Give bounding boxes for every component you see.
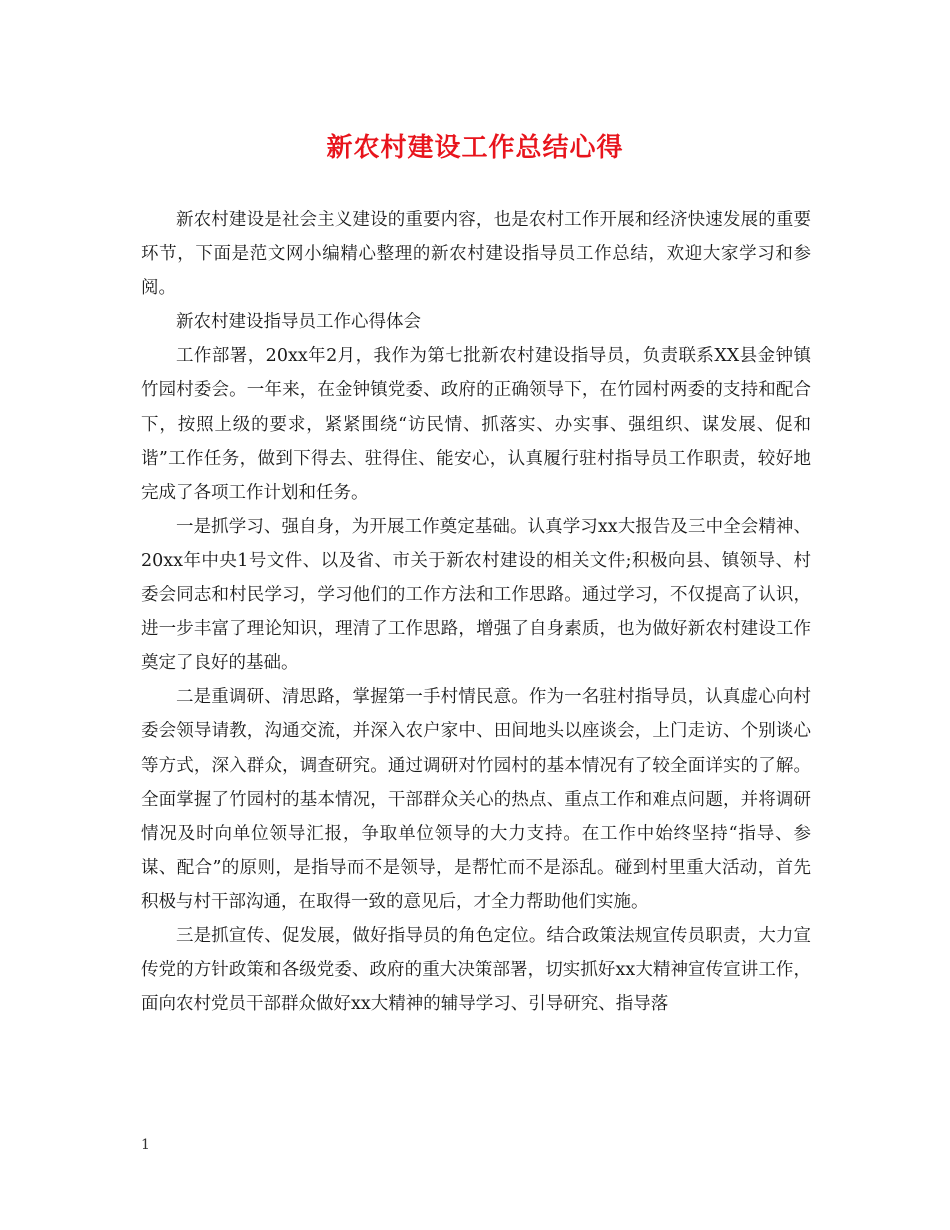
paragraph-point-three: 三是抓宣传、促发展，做好指导员的角色定位。结合政策法规宣传员职责，大力宣传党的方针政策和各级党委、政府的重大决策部署，切实抓好xx大精神宣传宣讲工作，面向农村党员干部群众做好xx大精神的辅导学习、引导研究、指导落 [141, 925, 811, 1015]
page-title: 新农村建设工作总结心得 [326, 133, 624, 163]
paragraph-point-one: 一是抓学习、强自身，为开展工作奠定基础。认真学习xx大报告及三中全会精神、20xx年中央1号文件、以及省、市关于新农村建设的相关文件;积极向县、镇领导、村委会同志和村民学习，学习他们的工作方法和工作思路。通过学习，不仅提高了认识，进一步丰富了理论知识，理清了工作思路，增强了自身素质，也为做好新农村建设工作奠定了良好的基础。 [141, 516, 811, 674]
paragraph-intro: 新农村建设是社会主义建设的重要内容，也是农村工作开展和经济快速发展的重要环节，下面是范文网小编精心整理的新农村建设指导员工作总结，欢迎大家学习和参阅。 [141, 210, 811, 299]
paragraph-subheading: 新农村建设指导员工作心得体会 [176, 312, 421, 333]
document-body [141, 203, 811, 1021]
paragraph-point-two: 二是重调研、清思路，掌握第一手村情民意。作为一名驻村指导员，认真虚心向村委会领导请教，沟通交流，并深入农户家中、田间地头以座谈会，上门走访、个别谈心等方式，深入群众，调查研究。通过调研对竹园村的基本情况有了较全面详实的了解。全面掌握了竹园村的基本情况，干部群众关心的热点、重点工作和难点问题，并将调研情况及时向单位领导汇报，争取单位领导的大力支持。在工作中始终坚持“指导、参谋、配合”的原则，是指导而不是领导，是帮忙而不是添乱。碰到村里重大活动，首先积极与村干部沟通，在取得一致的意见后，才全力帮助他们实施。 [141, 687, 811, 912]
page-number: 1 [141, 1137, 150, 1153]
paragraph-work-deployment: 工作部署，20xx年2月，我作为第七批新农村建设指导员，负责联系XX县金钟镇竹园村委会。一年来，在金钟镇党委、政府的正确领导下，在竹园村两委的支持和配合下，按照上级的要求，紧紧围绕“访民情、抓落实、办实事、强组织、谋发展、促和谐”工作任务，做到下得去、驻得住、能安心，认真履行驻村指导员工作职责，较好地完成了各项工作计划和任务。 [141, 346, 811, 503]
